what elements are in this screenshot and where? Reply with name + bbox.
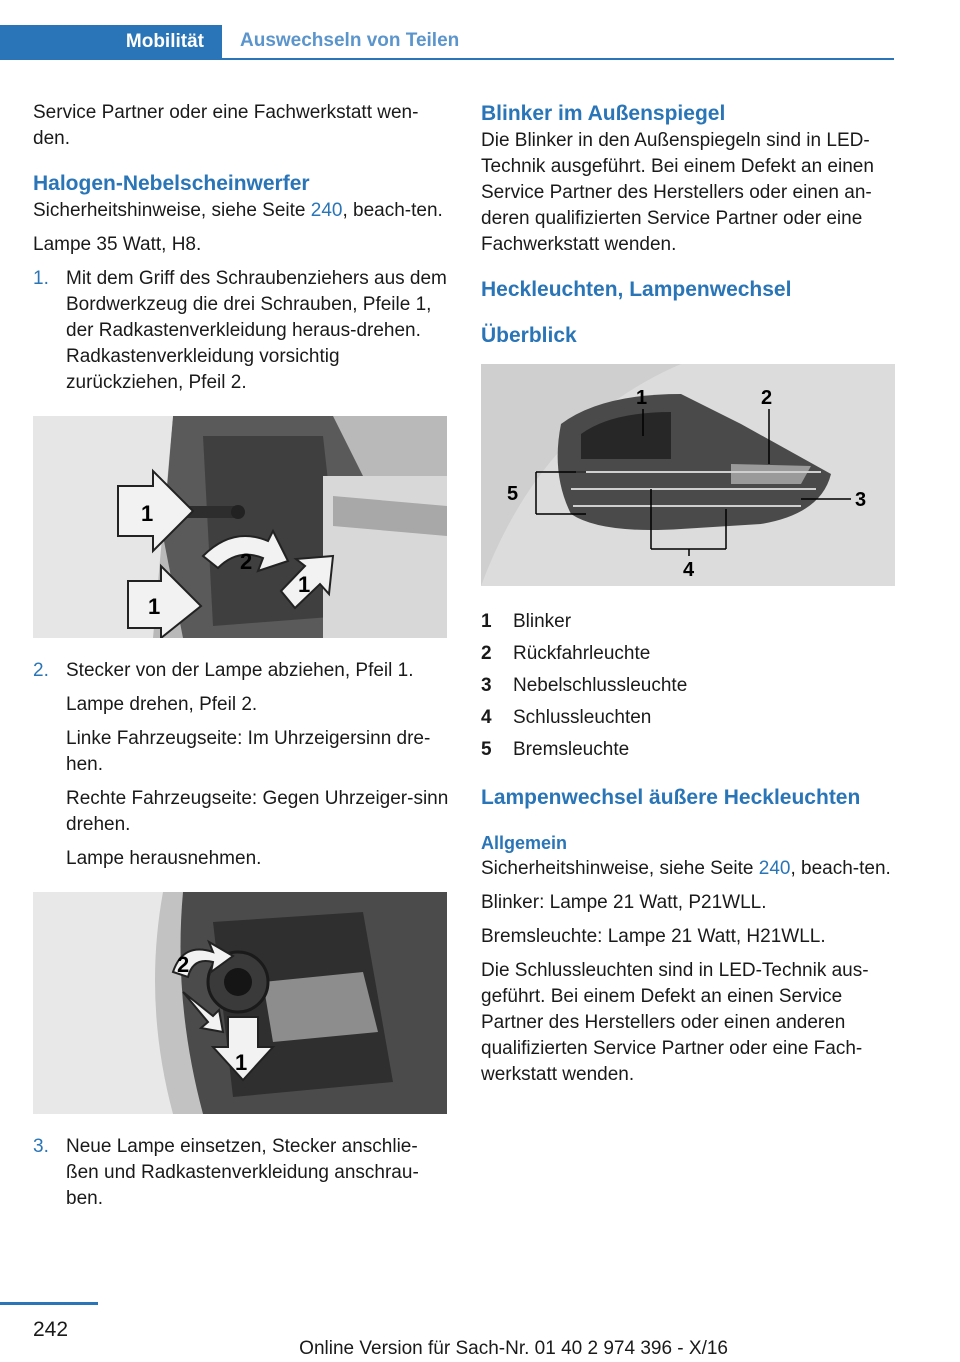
blinker-lamp-spec: Blinker: Lampe 21 Watt, P21WLL. (481, 892, 767, 913)
page-number: 242 (33, 1318, 69, 1341)
figure-wheel-arch (33, 416, 447, 638)
step-text: Lampe drehen, Pfeil 2. (66, 694, 258, 715)
fig2-label-2: 2 (177, 952, 190, 977)
fig3-label-4: 4 (683, 559, 695, 581)
fig3-label-5: 5 (507, 483, 519, 505)
heading-allgemein: Allgemein (481, 833, 568, 853)
legend-item: 2 Rückfahrleuchte (481, 643, 651, 664)
footer-version-note: Online Version für Sach-Nr. 01 40 2 974 396 - X/16 (299, 1338, 728, 1359)
fig1-label-4: 1 (298, 572, 311, 597)
header-rule (222, 58, 894, 60)
fig3-label-2: 2 (761, 387, 773, 409)
legend-item: 5 Bremsleuchte (481, 739, 630, 760)
page-link-240[interactable]: 240 (310, 200, 343, 221)
step-text: Rechte Fahrzeugseite: Gegen Uhrzeiger-sinn drehen. (66, 788, 449, 835)
tail-light-illustration (481, 364, 895, 586)
step-number: 2. (33, 660, 49, 681)
step-1 (33, 266, 449, 396)
step-text: Neue Lampe einsetzen, Stecker anschlie-ßen und Radkastenverkleidung anschrau-ben. (66, 1136, 419, 1209)
step-text: Stecker von der Lampe abziehen, Pfeil 1. (66, 660, 414, 681)
heading-ueberblick: Überblick (481, 324, 577, 347)
step-text: Mit dem Griff des Schraubenziehers aus dem Bordwerkzeug die drei Schrauben, Pfeile 1, der Radkastenverkleidung heraus-drehen. Radkastenverkleidung vorsichtig zurückziehen, Pfeil 2. (66, 268, 447, 393)
fig1-label-2: 2 (240, 549, 253, 574)
heading-blinker-spiegel: Blinker im Außenspiegel (481, 102, 726, 125)
safety-note (33, 198, 449, 224)
legend-list (481, 606, 897, 766)
lamp-spec: Lampe 35 Watt, H8. (33, 234, 202, 255)
right-column (481, 100, 897, 1096)
fig3-label-1: 1 (636, 387, 648, 409)
legend-item: 1 Blinker (481, 611, 572, 632)
step-text: Lampe herausnehmen. (66, 848, 262, 869)
step-number: 1. (33, 268, 49, 289)
page-link-240[interactable]: 240 (758, 858, 791, 879)
heading-lampenwechsel: Lampenwechsel äußere Heckleuchten (481, 786, 861, 809)
fig2-label-1: 1 (235, 1050, 248, 1075)
brems-lamp-spec: Bremsleuchte: Lampe 21 Watt, H21WLL. (481, 926, 826, 947)
section-tab[interactable]: Mobilität (0, 25, 222, 60)
step-text: Linke Fahrzeugseite: Im Uhrzeigersinn dre-hen. (66, 728, 431, 775)
figure-lamp-socket (33, 892, 447, 1114)
step-3 (33, 1134, 449, 1212)
intro-text: Service Partner oder eine Fachwerkstatt wen-den. (33, 102, 419, 149)
page-header (0, 0, 960, 62)
subsection-title[interactable]: Auswechseln von Teilen (240, 30, 460, 51)
safety-pre: Sicherheitshinweise, siehe Seite (33, 200, 311, 221)
legend-item: 3 Nebelschlussleuchte (481, 675, 688, 696)
heading-heckleuchten: Heckleuchten, Lampenwechsel (481, 278, 792, 301)
fig3-label-3: 3 (855, 489, 867, 511)
fig1-label-1: 1 (141, 501, 154, 526)
step-number: 3. (33, 1136, 49, 1157)
step-2 (33, 658, 449, 872)
safety-post: , beach-ten. (342, 200, 443, 221)
footer-rule (0, 1302, 98, 1305)
safety-note: Sicherheitshinweise, siehe Seite 240, beach-ten. (481, 858, 891, 879)
fig1-label-3: 1 (148, 594, 161, 619)
legend-item: 4 Schlussleuchten (481, 707, 652, 728)
heading-halogen: Halogen-Nebelscheinwerfer (33, 172, 310, 195)
wheel-arch-illustration (33, 416, 447, 638)
left-column (33, 100, 449, 1220)
lamp-socket-illustration (33, 892, 447, 1114)
blinker-text: Die Blinker in den Außenspiegeln sind in LED-Technik ausgeführt. Bei einem Defekt an einen Service Partner des Herstellers oder einen an-deren qualifizierten Service Partner oder eine Fachwerkstatt wenden. (481, 130, 874, 255)
schluss-text: Die Schlussleuchten sind in LED-Technik aus-geführt. Bei einem Defekt an einen Service Partner des Herstellers oder einen anderen qualifizierten Service Partner oder eine Fach-werkstatt wenden. (481, 960, 869, 1085)
figure-tail-light (481, 364, 895, 586)
